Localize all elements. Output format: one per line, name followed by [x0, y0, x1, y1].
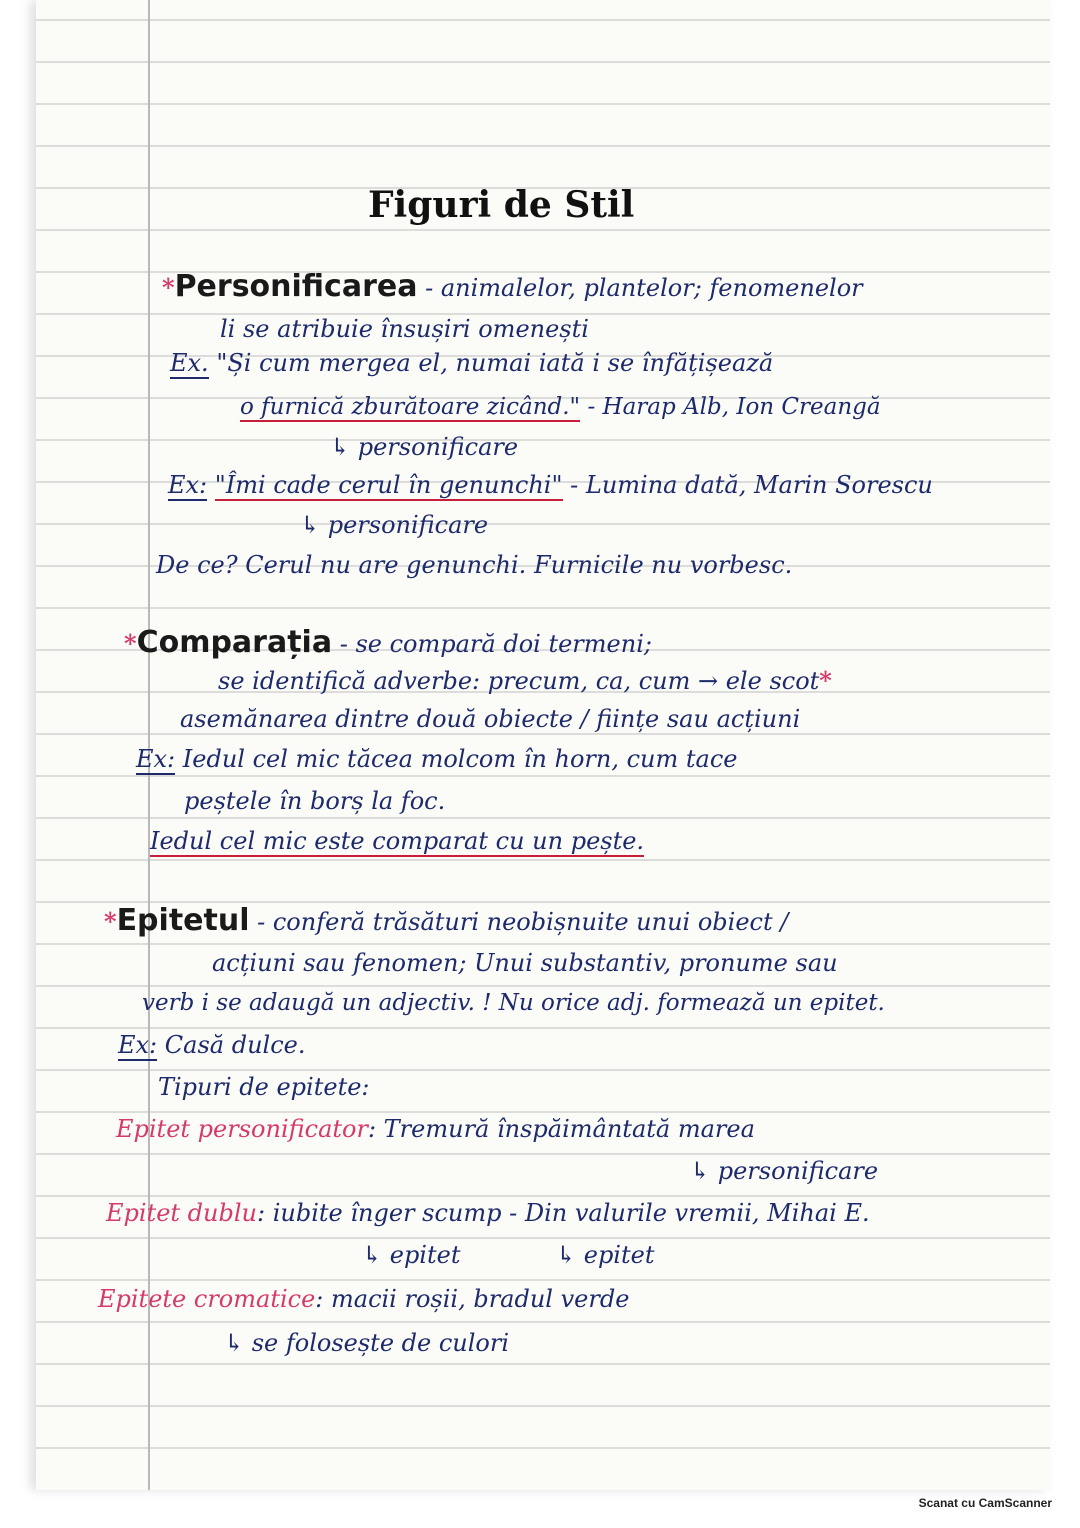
epithet-type-label: Epitet personificator	[116, 1115, 368, 1143]
annotation-note: ↳ personificare	[330, 433, 519, 461]
types-heading: Tipuri de epitete:	[158, 1073, 370, 1101]
example-line	[118, 1030, 305, 1060]
example-text: Iedul cel mic tăcea molcom în horn, cum tace	[182, 745, 738, 773]
epithet-type-line	[106, 1198, 870, 1228]
definition-text: acțiuni sau fenomen; Unui substantiv, pronume sau	[212, 949, 838, 977]
star-icon: *	[162, 273, 175, 302]
annotation-note: ↳ personificare	[300, 511, 489, 539]
explanation-text: Iedul cel mic este comparat cu un pește.	[150, 827, 645, 855]
example-line	[168, 470, 933, 500]
example-quote: o furnică zburătoare zicând."	[240, 394, 581, 420]
example-prefix: Ex:	[136, 745, 176, 773]
annotation-note: ↳ epitet	[556, 1241, 655, 1269]
example-text: peștele în borș la foc.	[184, 787, 446, 815]
example-text: Casă dulce.	[164, 1031, 306, 1059]
annotation-note: ↳ personificare	[690, 1157, 879, 1185]
example-source: - Lumina dată, Marin Sorescu	[570, 471, 933, 499]
annotation-note: ↳ epitet	[362, 1241, 461, 1269]
section-heading: Personificarea	[174, 269, 418, 304]
explanation-text	[150, 826, 644, 856]
definition-text: - animalelor, plantelor; fenomenelor	[425, 274, 863, 302]
epithet-type-label: Epitet dublu	[106, 1199, 257, 1227]
scanner-watermark: Scanat cu CamScanner	[918, 1496, 1052, 1510]
section-heading: Epitetul	[116, 903, 250, 938]
definition-text: li se atribuie însușiri omenești	[220, 315, 589, 343]
example-line	[136, 744, 737, 774]
annotation-note: ↳ se folosește de culori	[224, 1329, 510, 1357]
explanation-text: De ce? Cerul nu are genunchi. Furnicile nu vorbesc.	[156, 551, 793, 579]
example-quote: "Și cum mergea el, numai iată i se înfățișează	[216, 349, 774, 377]
example-prefix: Ex:	[168, 471, 208, 499]
epithet-type-example: : iubite înger scump - Din valurile vremii, Mihai E.	[257, 1199, 870, 1227]
definition-text: asemănarea dintre două obiecte / ființe sau acțiuni	[180, 705, 801, 733]
definition-text: verb i se adaugă un adjectiv. ! Nu orice adj. formează un epitet.	[142, 990, 885, 1016]
epithet-type-example: : macii roșii, bradul verde	[315, 1285, 630, 1313]
star-icon: *	[124, 629, 137, 658]
example-prefix: Ex:	[118, 1031, 158, 1059]
section-epitetul-heading-line	[104, 903, 789, 938]
epithet-type-line	[116, 1114, 755, 1144]
page-title: Figuri de Stil	[368, 184, 635, 226]
star-icon: *	[104, 907, 117, 936]
section-comparatia-heading-line	[124, 625, 652, 660]
epithet-type-example: : Tremură înspăimântată marea	[367, 1115, 755, 1143]
epithet-type-line	[98, 1284, 629, 1314]
example-line	[170, 348, 773, 378]
star-icon: *	[819, 666, 832, 695]
definition-text: - conferă trăsături neobișnuite unui obiect /	[257, 908, 789, 936]
example-line	[240, 392, 881, 422]
example-prefix: Ex.	[170, 349, 209, 377]
example-quote: "Îmi cade cerul în genunchi"	[214, 471, 563, 499]
epithet-type-label: Epitete cromatice	[98, 1285, 316, 1313]
example-source: - Harap Alb, Ion Creangă	[587, 394, 881, 420]
definition-text: se identifică adverbe: precum, ca, cum → ele scot	[218, 667, 820, 695]
section-heading: Comparația	[136, 625, 333, 660]
section-personificarea-heading-line	[162, 269, 863, 304]
definition-text	[218, 666, 832, 696]
definition-text: - se compară doi termeni;	[339, 630, 652, 658]
